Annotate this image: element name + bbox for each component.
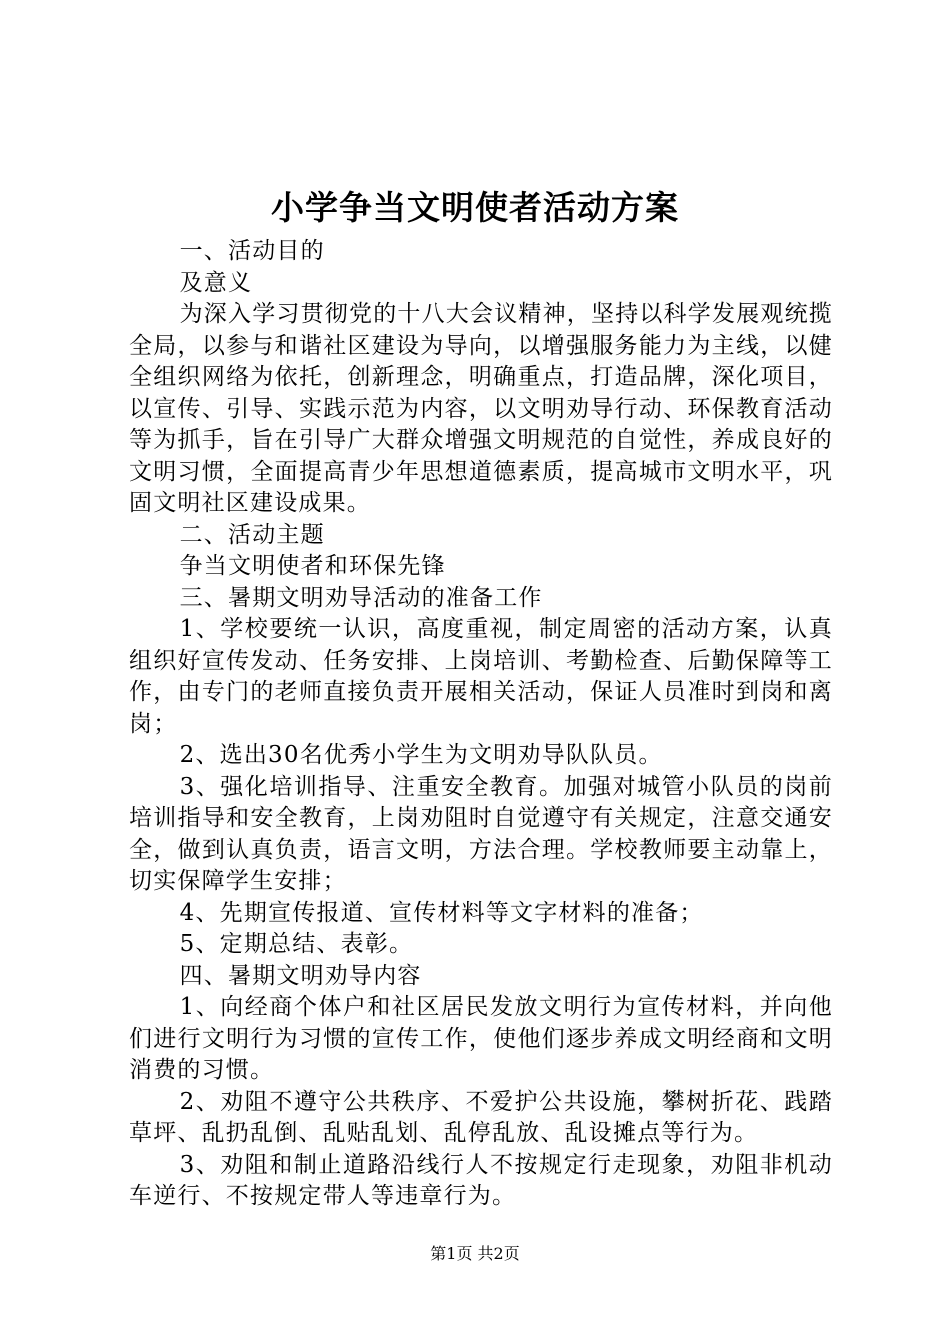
document-body <box>129 236 833 1213</box>
paragraph-prep-1: 1、学校要统一认识，高度重视，制定周密的活动方案，认真组织好宣传发动、任务安排、上岗培训、考勤检查、后勤保障等工作，由专门的老师直接负责开展相关活动，保证人员准时到岗和离岗； <box>129 616 833 737</box>
section-heading-purpose: 一、活动目的 <box>179 238 325 264</box>
section-heading-content: 四、暑期文明劝导内容 <box>179 962 422 989</box>
paragraph-content-2: 2、劝阻不遵守公共秩序、不爱护公共设施，攀树折花、践踏草坪、乱扔乱倒、乱贴乱划、乱停乱放、乱设摊点等行为。 <box>129 1088 833 1146</box>
paragraph-theme: 争当文明使者和环保先锋 <box>179 553 446 579</box>
section-heading-purpose-cont: 及意义 <box>179 269 253 296</box>
paragraph-prep-3: 3、强化培训指导、注重安全教育。加强对城管小队员的岗前培训指导和安全教育，上岗劝阻时自觉遵守有关规定，注意交通安全，做到认真负责，语言文明，方法合理。学校教师要主动靠上，切实保障学生安排； <box>129 773 833 894</box>
paragraph-purpose: 为深入学习贯彻党的十八大会议精神，坚持以科学发展观统揽全局，以参与和谐社区建设为导向，以增强服务能力为主线，以健全组织网络为依托，创新理念，明确重点，打造品牌，深化项目，以宣传、引导、实践示范为内容，以文明劝导行动、环保教育活动等为抓手，旨在引导广大群众增强文明规范的自觉性，养成良好的文明习惯，全面提高青少年思想道德素质，提高城市文明水平，巩固文明社区建设成果。 <box>129 301 833 516</box>
paragraph-content-1: 1、向经商个体户和社区居民发放文明行为宣传材料，并向他们进行文明行为习惯的宣传工作，使他们逐步养成文明经商和文明消费的习惯。 <box>129 994 833 1083</box>
paragraph-prep-2: 2、选出30名优秀小学生为文明劝导队队员。 <box>179 742 663 768</box>
document-title: 小学争当文明使者活动方案 <box>271 188 679 227</box>
section-heading-preparation: 三、暑期文明劝导活动的准备工作 <box>179 584 543 611</box>
section-heading-theme: 二、活动主题 <box>179 521 325 548</box>
page-footer: 第1页 共2页 <box>430 1244 520 1263</box>
paragraph-prep-5: 5、定期总结、表彰。 <box>179 931 414 957</box>
paragraph-content-3: 3、劝阻和制止道路沿线行人不按规定行走现象，劝阻非机动车逆行、不按规定带人等违章行为。 <box>129 1151 833 1209</box>
paragraph-prep-4: 4、先期宣传报道、宣传材料等文字材料的准备； <box>179 899 704 926</box>
